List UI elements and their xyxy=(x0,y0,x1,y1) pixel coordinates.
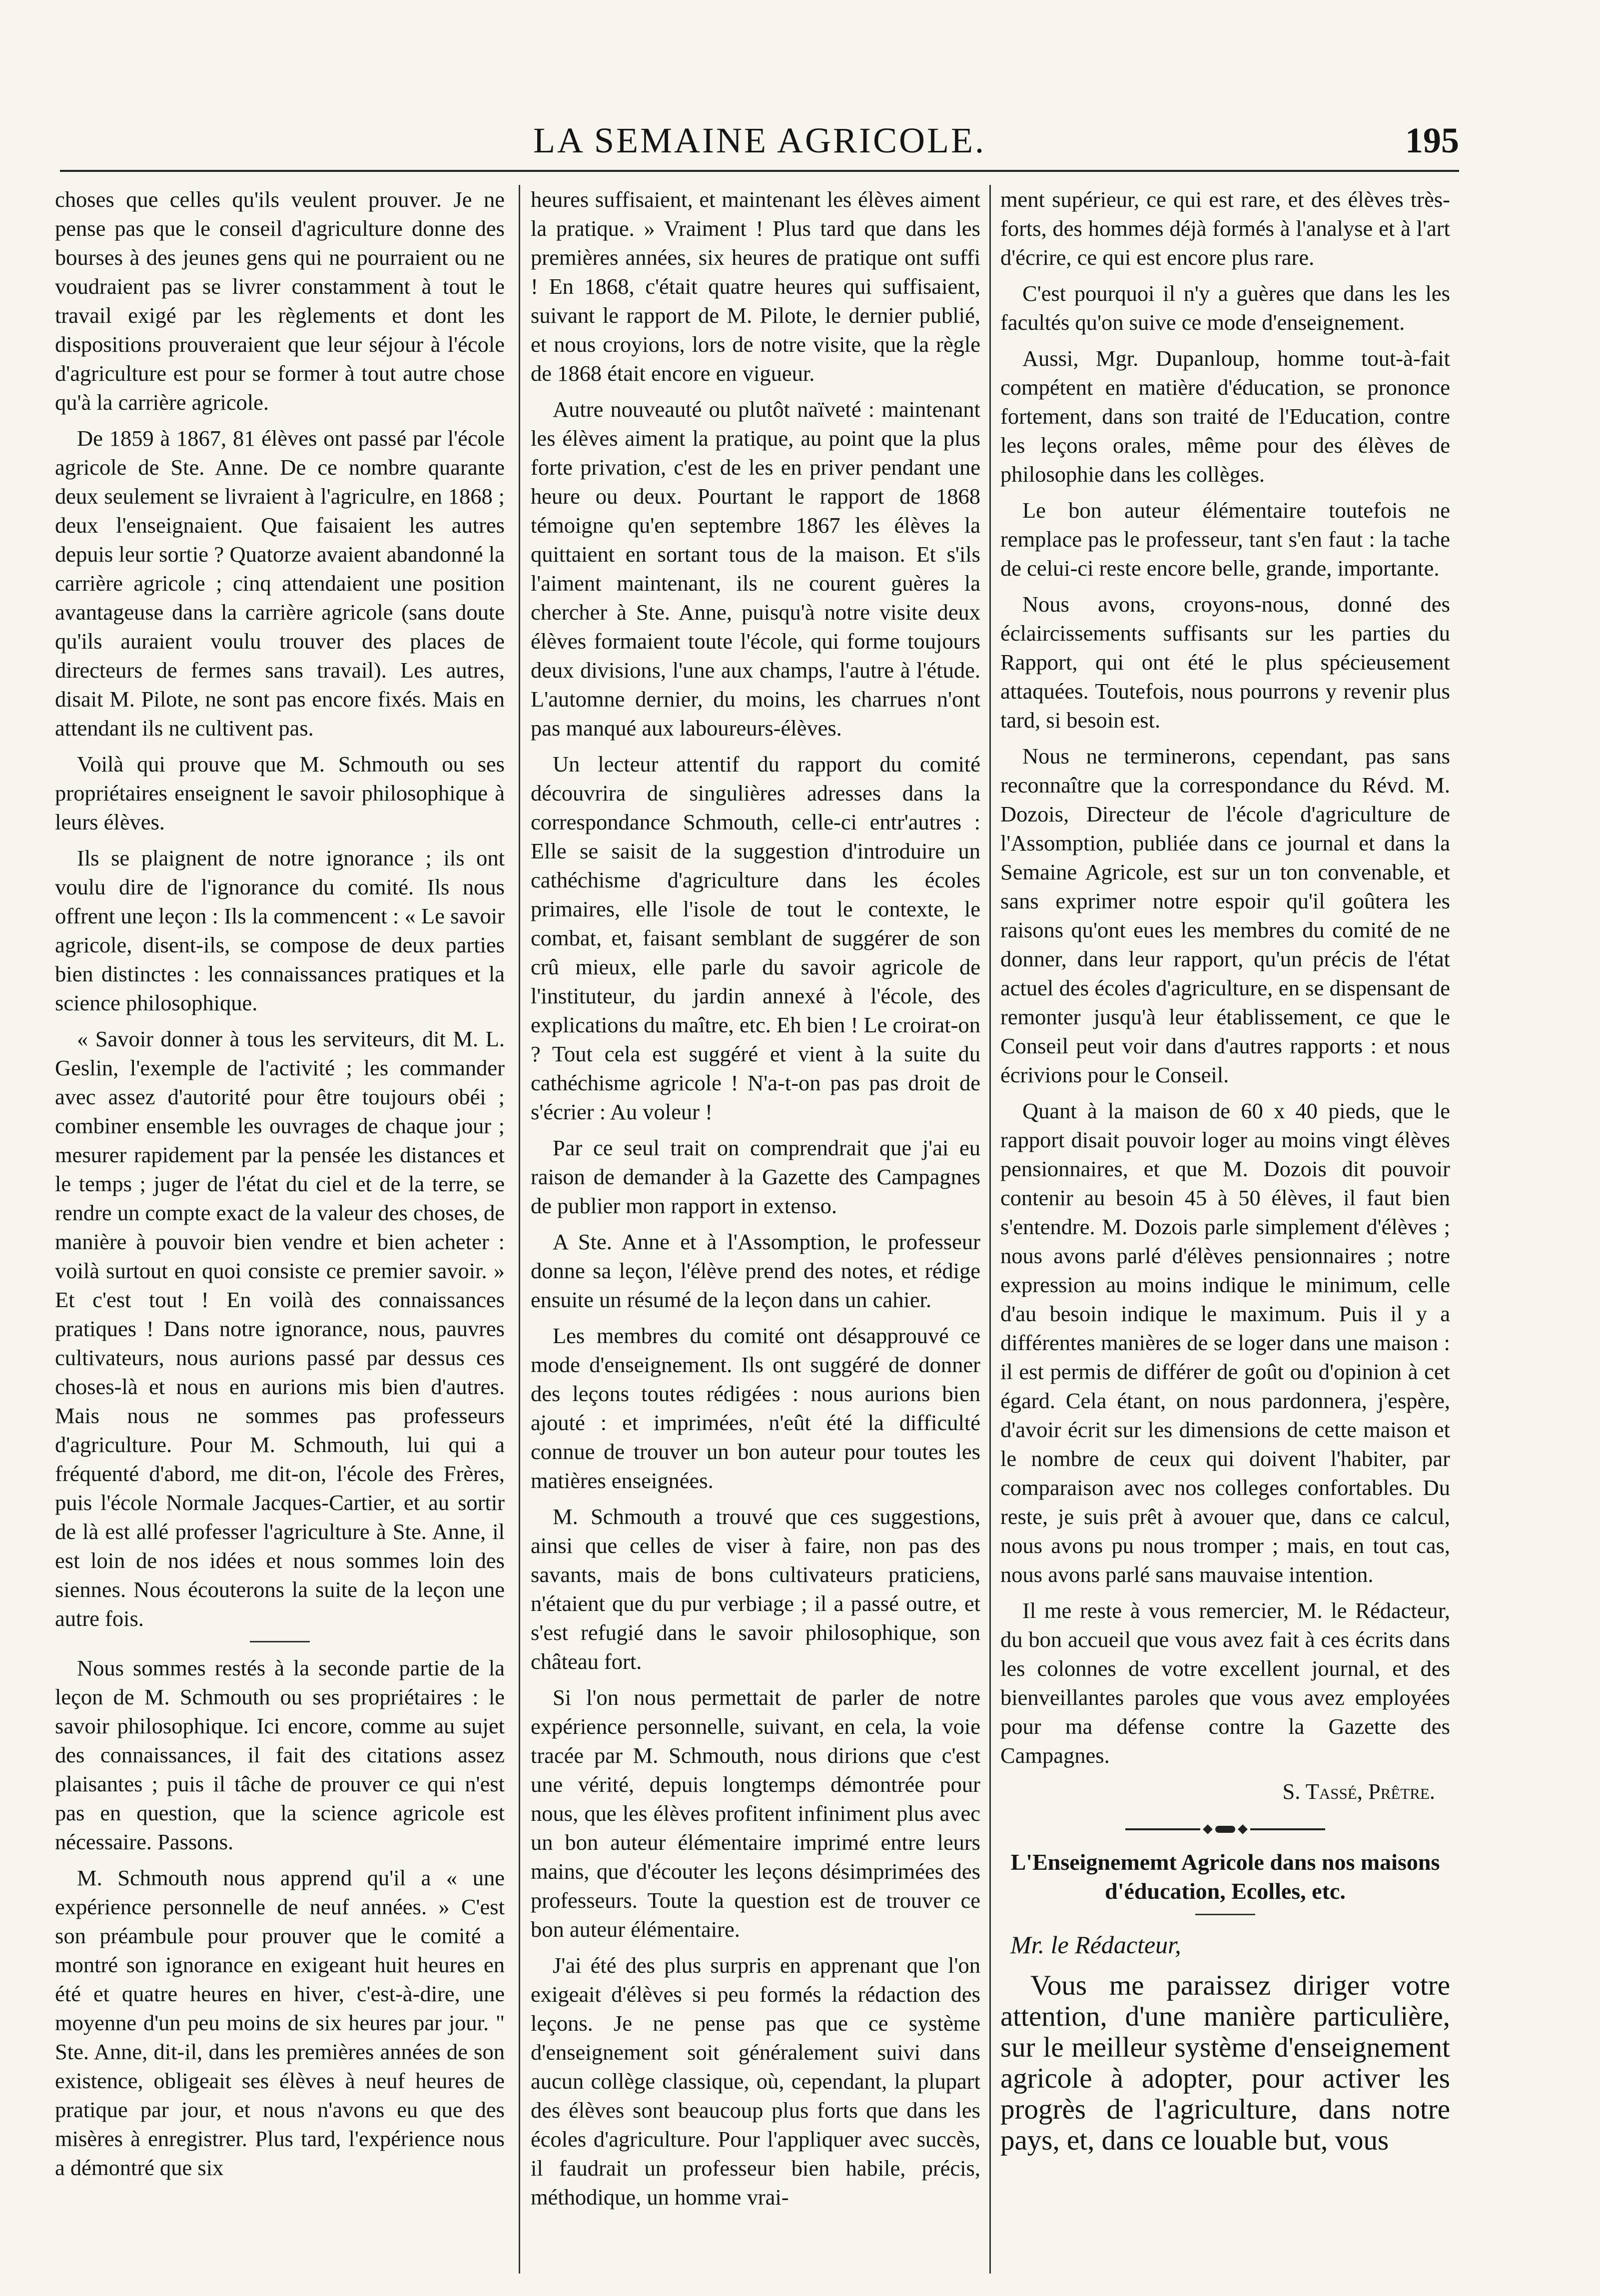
paragraph: C'est pourquoi il n'y a guères que dans les les facultés qu'on suive ce mode d'enseignement. xyxy=(1000,281,1450,335)
paragraph: Un lecteur attentif du rapport du comité découvrira de singulières adresses dans la correspondance Schmouth, celle-ci entr'autres : Elle se saisit de la suggestion d'introduire un cathéchisme d'agriculture dans les écoles primaires, elle l'isole de tout le contexte, le combat, et, faisant semblant de suggérer de son crû mieux, elle parle du savoir agricole de l'instituteur, du jardin annexé à l'école, des explications du maître, etc. Eh bien ! Le croirat-on ? Tout cela est suggéré et vient à la suite du cathéchisme agricole ! N'a-t-on pas pas droit de s'écrier : Au voleur ! xyxy=(531,752,980,1124)
paragraph: M. Schmouth nous apprend qu'il a « une expérience personnelle de neuf années. » C'est son préambule pour prouver que le comité a montré son ignorance en exigeant huit heures en été et quatre heures en hiver, c'est-à-dire, une moyenne d'un peu moins de six heures par jour. " Ste. Anne, dit-il, dans les premières années de son existence, obligeait ses élèves à neuf heures de pratique par jour, et nous n'avons eu que des misères à enregistrer. Plus tard, l'expérience nous a démontré que six xyxy=(55,1865,505,2180)
column-1 xyxy=(55,185,505,2189)
author-signature: S. Tassé, Prêtre. xyxy=(1282,1779,1435,1804)
paragraph: Vous me paraissez diriger votre attention, d'une manière particulière, sur le meilleur système d'enseignement agricole à adopter, pour activer les progrès de l'agriculture, dans notre pays, et, dans ce louable but, vous xyxy=(1000,1970,1450,2156)
column-divider xyxy=(519,185,520,2274)
column-2 xyxy=(531,185,980,2219)
paragraph: De 1859 à 1867, 81 élèves ont passé par l'école agricole de Ste. Anne. De ce nombre quarante deux seulement se livraient à l'agriculre, en 1868 ; deux l'enseignaient. Que faisaient les autres depuis leur sortie ? Quatorze avaient abandonné la carrière agricole ; cinq attendaient une position avantageuse dans la carrière agricole (sans doute qu'ils auraient voulu trouver des places de directeurs de fermes sans travail). Les autres, disait M. Pilote, ne sont pas encore fixés. Mais en attendant ils ne cultivent pas. xyxy=(55,426,505,741)
ornament-diamond xyxy=(1203,1824,1213,1834)
paragraph: Le bon auteur élémentaire toutefois ne remplace pas le professeur, tant s'en faut : la tache de celui-ci reste encore belle, grande, importante. xyxy=(1000,498,1450,581)
paragraph: Il me reste à vous remercier, M. le Rédacteur, du bon accueil que vous avez fait à ces écrits dans les colonnes de votre excellent journal, et des bienveillantes paroles que vous avez employées pour ma défense contre la Gazette des Campagnes. xyxy=(1000,1598,1450,1768)
paragraph: Si l'on nous permettait de parler de notre expérience personnelle, suivant, en cela, la voie tracée par M. Schmouth, nous dirions que c'est une vérité, depuis longtemps démontrée pour nous, que les élèves profitent infiniment plus avec un bon auteur élémentaire imprimé entre leurs mains, que d'écouter les leçons désimprimées des professeurs. Toute la question est de trouver ce bon auteur élémentaire. xyxy=(531,1685,980,1942)
paragraph: ment supérieur, ce qui est rare, et des élèves très-forts, des hommes déjà formés à l'analyse et à l'art d'écrire, ce qui est encore plus rare. xyxy=(1000,187,1450,270)
column-divider xyxy=(989,185,991,2274)
ornament-diamond xyxy=(1238,1824,1248,1834)
paragraph: Nous sommes restés à la seconde partie de la leçon de M. Schmouth ou ses propriétaires : le savoir philosophique. Ici encore, comme au sujet des connaissances, il fait des citations assez plaisantes ; puis il tâche de prouver ce qui n'est pas en question, que la science agricole est nécessaire. Passons. xyxy=(55,1655,505,1854)
paragraph: choses que celles qu'ils veulent prouver. Je ne pense pas que le conseil d'agriculture donne des bourses à des jeunes gens qui ne pourraient ou ne voudraient pas se livrer constamment à tout le travail exigé par les règlements et dont les dispositions prouveraient que leur séjour à l'école d'agriculture est pour se former à tout autre chose qu'à la carrière agricole. xyxy=(55,187,505,415)
ornamental-divider xyxy=(1000,1826,1450,1833)
paragraph: Les membres du comité ont désapprouvé ce mode d'enseignement. Ils ont suggéré de donner des leçons toutes rédigées : nous aurions bien ajouté : et imprimées, n'eût été la difficulté connue de trouver un bon auteur pour toutes les matières enseignées. xyxy=(531,1323,980,1493)
paragraph: Nous avons, croyons-nous, donné des éclaircissements suffisants sur les parties du Rapport, qui ont été le plus spécieusement attaquées. Toutefois, nous pourrons y revenir plus tard, si besoin est. xyxy=(1000,592,1450,733)
paragraph: Quant à la maison de 60 x 40 pieds, que le rapport disait pouvoir loger au moins vingt élèves pensionnaires, et que M. Dozois dit pouvoir contenir au besoin 45 à 50 élèves, il faut bien s'entendre. M. Dozois parle simplement d'élèves ; nous avons parlé d'élèves pensionnaires ; notre expression au moins indique le minimum, celle d'au besoin indique le maximum. Puis il y a différentes manières de se loger dans une maison : il est permis de différer de goût ou d'opinion à cet égard. Cela étant, on nous pardonnera, j'espère, d'avoir écrit sur les dimensions de cette maison et le nombre de ceux qui doivent l'habiter, par comparaison avec nos colleges confortables. Du reste, je suis prêt à avouer que, dans ce calcul, nous avons pu nous tromper ; mais, en tout cas, nous avons parlé sans mauvaise intention. xyxy=(1000,1098,1450,1587)
article-body xyxy=(1000,1970,1450,2156)
section-divider xyxy=(1195,1914,1255,1915)
paragraph: Nous ne terminerons, cependant, pas sans reconnaître que la correspondance du Révd. M. Dozois, Directeur de l'école d'agriculture de l'Assomption, publiée dans ce journal et dans la Semaine Agricole, est sur un ton convenable, et sans exprimer notre espoir qu'il goûtera les raisons qu'ont eues les membres du comité de ne donner, dans leur rapport, qu'un précis de l'état actuel des écoles d'agriculture, en se dispensant de remonter jusqu'à leur établissement, ce que le Conseil peut voir dans d'autres rapports : et nous écrivions pour le Conseil. xyxy=(1000,744,1450,1087)
publication-title: LA SEMAINE AGRICOLE. xyxy=(533,120,986,160)
paragraph: Voilà qui prouve que M. Schmouth ou ses propriétaires enseignent le savoir philosophique à leurs élèves. xyxy=(55,752,505,834)
paragraph: Par ce seul trait on comprendrait que j'ai eu raison de demander à la Gazette des Campagnes de publier mon rapport in extenso. xyxy=(531,1135,980,1218)
salutation: Mr. le Rédacteur, xyxy=(1010,1931,1181,1959)
ornament-line xyxy=(1125,1828,1200,1830)
paragraph: « Savoir donner à tous les serviteurs, dit M. L. Geslin, l'exemple de l'activité ; les commander avec assez d'autorité pour être toujours obéi ; combiner ensemble les ouvrages de chaque jour ; mesurer rapidement par la pensée les distances et le temps ; juger de l'état du ciel et de la terre, se rendre un compte exact de la valeur des choses, de manière à pouvoir bien vendre et bien acheter : voilà surtout en quoi consiste ce premier savoir. » Et c'est tout ! En voilà des connaissances pratiques ! Dans notre ignorance, nous, pauvres cultivateurs, nous aurions passé par dessus ces choses-là et nous en aurions mis bien d'autres. Mais nous ne sommes pas professeurs d'agriculture. Pour M. Schmouth, lui qui a fréquenté d'abord, me dit-on, l'école des Frères, puis l'école Normale Jacques-Cartier, et au sortir de là est allé professer l'agriculture à Ste. Anne, il est loin de nos idées et nous sommes loin des siennes. Nous écouterons la suite de la leçon une autre fois. xyxy=(55,1026,505,1631)
paragraph: J'ai été des plus surpris en apprenant que l'on exigeait d'élèves si peu formés la rédaction des leçons. Je ne pense pas que ce système d'enseignement soit généralement suivi dans aucun collège classique, où, cependant, la plupart des élèves sont beaucoup plus forts que dans les écoles d'agriculture. Pour l'appliquer avec succès, il faudrait un professeur bien habile, précis, méthodique, un homme vrai- xyxy=(531,1953,980,2210)
paragraph: A Ste. Anne et à l'Assomption, le professeur donne sa leçon, l'élève prend des notes, et rédige ensuite un résumé de la leçon dans un cahier. xyxy=(531,1229,980,1312)
paragraph: Ils se plaignent de notre ignorance ; ils ont voulu dire de l'ignorance du comité. Ils nous offrent une leçon : Ils la commencent : « Le savoir agricole, disent-ils, se compose de deux parties bien distinctes : les connaissances pratiques et la science philosophique. xyxy=(55,845,505,1015)
paragraph: Autre nouveauté ou plutôt naïveté : maintenant les élèves aiment la pratique, au point que la plus forte privation, c'est de les en priver pendant une heure ou deux. Pourtant le rapport de 1868 témoigne qu'en septembre 1867 les élèves la quittaient en sortant tous de la maison. Et s'ils l'aiment maintenant, ils ne courent guères la chercher à Ste. Anne, puisqu'à notre visite deux élèves formaient toute l'école, qui forme toujours deux divisions, l'une aux champs, l'autre à l'étude. L'automne dernier, du moins, les charrues n'ont pas manqué aux laboureurs-élèves. xyxy=(531,397,980,741)
ornament-center xyxy=(1215,1826,1235,1833)
paragraph: Aussi, Mgr. Dupanloup, homme tout-à-fait compétent en matière d'éducation, se prononce fortement, dans son traité de l'Education, contre les leçons orales, même pour des élèves de philosophie dans les collèges. xyxy=(1000,346,1450,487)
column-3 xyxy=(1000,185,1450,2163)
article-heading: L'Enseignememt Agricole dans nos maisons d'éducation, Ecolles, etc. xyxy=(1010,1849,1440,1904)
page-header xyxy=(60,115,1459,172)
page-number: 195 xyxy=(1405,120,1459,160)
section-divider xyxy=(250,1641,310,1642)
ornament-line xyxy=(1250,1828,1325,1830)
paragraph: M. Schmouth a trouvé que ces suggestions, ainsi que celles de viser à faire, non pas des savants, mais de bons cultivateurs praticiens, n'étaient que du pur verbiage ; il a passé outre, et s'est refugié dans le savoir philosophique, son château fort. xyxy=(531,1504,980,1674)
paragraph: heures suffisaient, et maintenant les élèves aiment la pratique. » Vraiment ! Plus tard que dans les premières années, six heures de pratique ont suffi ! En 1868, c'était quatre heures qui suffisaient, suivant le rapport de M. Pilote, le dernier publié, et nous croyions, lors de notre visite, que la règle de 1868 était encore en vigueur. xyxy=(531,187,980,386)
